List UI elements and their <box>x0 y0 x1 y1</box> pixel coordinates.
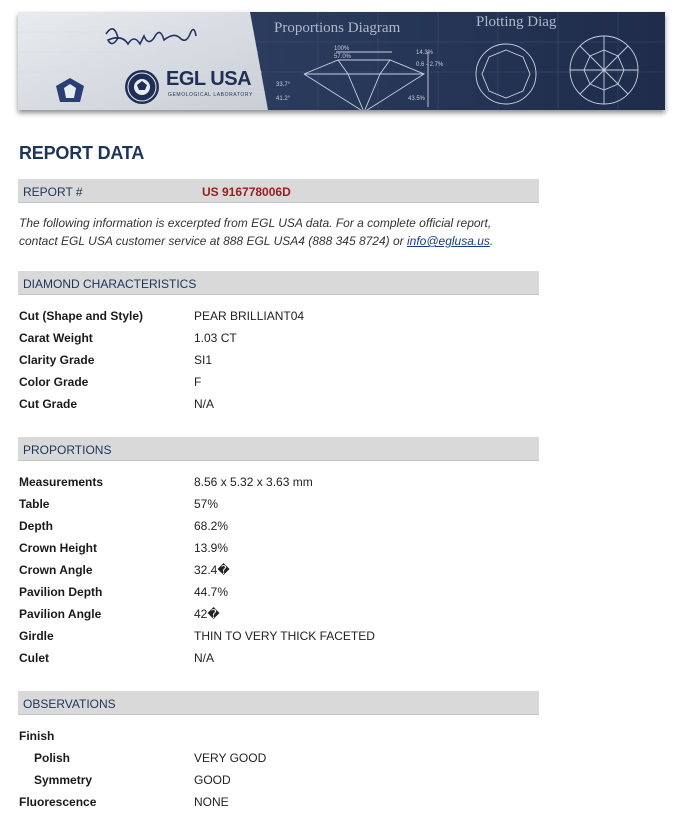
disclaimer-end: . <box>489 234 494 248</box>
row-value: VERY GOOD <box>194 751 267 765</box>
disclaimer-text: The following information is excerpted from EGL USA data. For a complete official report, contact EGL USA customer service at 888 EGL USA4 (888 345 8724) or <box>19 216 492 248</box>
row-value: 42� <box>194 607 220 621</box>
row-label: Depth <box>19 519 53 533</box>
table-row <box>19 795 539 813</box>
row-label: Culet <box>19 651 49 665</box>
table-row <box>19 607 539 625</box>
section-title: OBSERVATIONS <box>23 697 116 711</box>
diagram-number: 0.6 - 2.7% <box>416 62 444 68</box>
table-row <box>19 751 539 769</box>
row-label: Pavilion Angle <box>19 607 102 621</box>
section-title: PROPORTIONS <box>23 443 112 457</box>
row-value: 1.03 CT <box>194 331 237 345</box>
row-label: Fluorescence <box>19 795 97 809</box>
row-value: 57% <box>194 497 219 511</box>
diagram-number: 100% <box>334 46 350 52</box>
seal-icon <box>125 70 159 104</box>
report-disclaimer <box>19 214 519 250</box>
row-label: Crown Angle <box>19 563 93 577</box>
page-title: REPORT DATA <box>19 143 145 163</box>
row-value: F <box>194 375 202 389</box>
row-value: 32.4� <box>194 563 230 577</box>
table-row <box>19 773 539 791</box>
header-banner <box>18 12 665 110</box>
section-header-diamond-characteristics <box>18 271 539 295</box>
row-label: Table <box>19 497 50 511</box>
table-row <box>19 651 539 669</box>
report-number-label: REPORT # <box>23 185 83 199</box>
row-label: Girdle <box>19 629 54 643</box>
table-row <box>19 541 539 559</box>
row-label: Cut (Shape and Style) <box>19 309 144 323</box>
row-value: SI1 <box>194 353 213 367</box>
row-value: PEAR BRILLIANT04 <box>194 309 305 323</box>
email-link[interactable]: info@eglusa.us <box>406 234 490 248</box>
section-header-observations <box>18 691 539 715</box>
table-row <box>19 629 539 647</box>
row-label: Finish <box>19 729 55 743</box>
table-row <box>19 309 539 327</box>
row-label: Polish <box>34 751 71 765</box>
row-value: N/A <box>194 397 215 411</box>
row-value: N/A <box>194 651 215 665</box>
brand-logo-text: EGL USA <box>166 68 252 90</box>
row-value: 44.7% <box>194 585 229 599</box>
report-number-value: US 916778006D <box>202 185 291 199</box>
row-label: Symmetry <box>34 773 93 787</box>
table-row <box>19 475 539 493</box>
diagram-number: 57.0% <box>334 54 352 60</box>
diagram-number: 33.7° <box>276 82 291 88</box>
row-label: Pavilion Depth <box>19 585 103 599</box>
section-header-proportions <box>18 437 539 461</box>
plotting-diagram-title: Plotting Diag <box>476 14 557 30</box>
row-value: 68.2% <box>194 519 229 533</box>
section-title: DIAMOND CHARACTERISTICS <box>23 277 197 291</box>
row-value: THIN TO VERY THICK FACETED <box>194 629 375 643</box>
table-row <box>19 519 539 537</box>
diagram-number: 43.5% <box>408 96 426 102</box>
row-value: 13.9% <box>194 541 229 555</box>
diagram-number: 14.3% <box>416 50 434 56</box>
row-label: Crown Height <box>19 541 97 555</box>
table-row <box>19 331 539 349</box>
row-label: Color Grade <box>19 375 89 389</box>
diagram-number: 41.2° <box>276 96 291 102</box>
row-label: Clarity Grade <box>19 353 95 367</box>
proportions-diagram-title: Proportions Diagram <box>274 20 401 36</box>
table-row <box>19 585 539 603</box>
brand-tagline: GEMOLOGICAL LABORATORY <box>168 92 253 98</box>
row-value: 8.56 x 5.32 x 3.63 mm <box>194 475 313 489</box>
row-label: Measurements <box>19 475 104 489</box>
table-row <box>19 353 539 371</box>
row-label: Carat Weight <box>19 331 93 345</box>
report-number-bar <box>18 179 539 203</box>
row-value: NONE <box>194 795 229 809</box>
table-row <box>19 563 539 581</box>
table-row <box>19 375 539 393</box>
table-row <box>19 497 539 515</box>
row-label: Cut Grade <box>19 397 78 411</box>
row-value: GOOD <box>194 773 231 787</box>
table-row <box>19 397 539 415</box>
table-row <box>19 729 539 747</box>
